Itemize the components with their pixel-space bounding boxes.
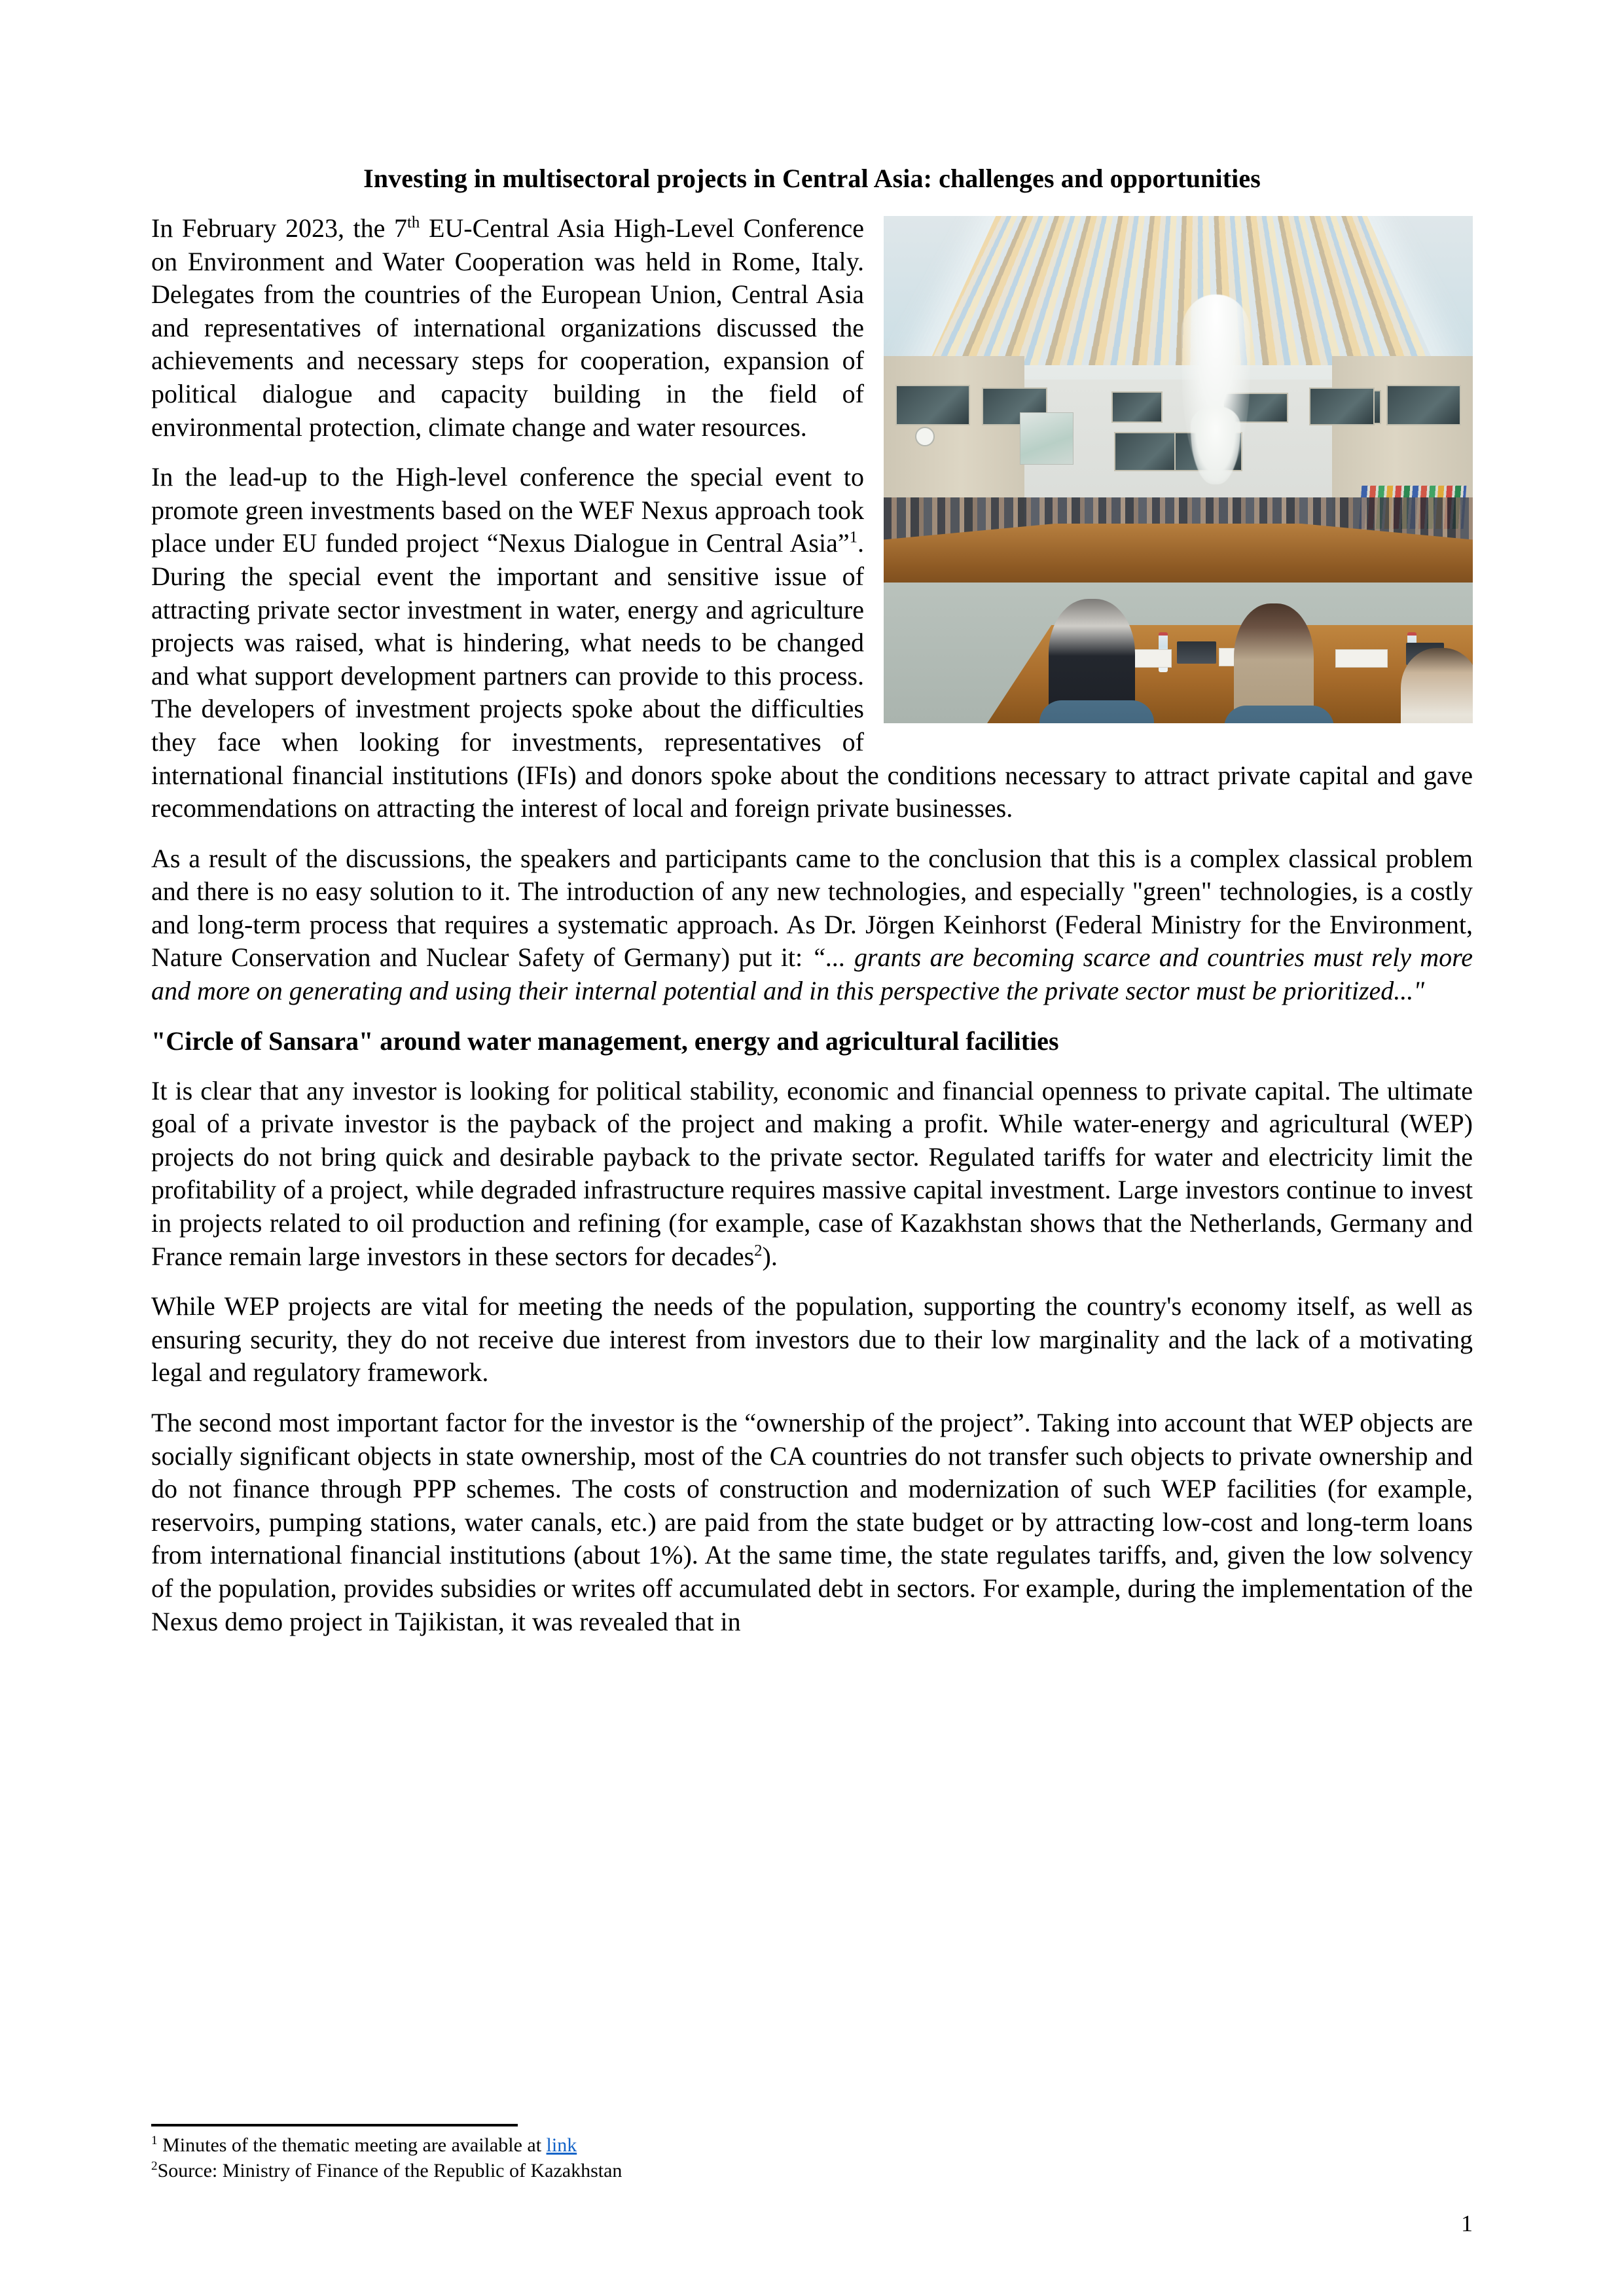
photo-name-placard xyxy=(1335,649,1388,668)
photo-window xyxy=(1386,385,1461,425)
paragraph-leadup-text-b: . During the special event the important and sensitive issue of attracting private sector investment in water, energy and agriculture projects was raised, what is hindering, what needs to be changed and what support development partners can provide to this process. The developers of investment projects spoke about the difficulties they face when looking for investments, representatives of international financial institutions (IFIs) and donors spoke about the conditions necessary to attract private capital and gave recommendations on attracting the interest of local and foreign private businesses. xyxy=(151,528,1473,823)
footnote-1-link[interactable]: link xyxy=(546,2134,577,2157)
photo-chair xyxy=(1224,706,1334,723)
page-title: Investing in multisectoral projects in Central Asia: challenges and opportunities xyxy=(363,164,1261,193)
footnote-marker-1[interactable]: 1 xyxy=(849,529,857,547)
photo-window xyxy=(1114,432,1182,471)
paragraph-intro-text-b: EU-Central Asia High-Level Conference on Environment and Water Cooperation was held in Rome, Italy. Delegates from the countries of the European Union, Central Asia and representatives of international organizations discussed the achievements and necessary steps for cooperation, expansion of political dialogue and capacity building in the field of environmental protection, climate change and water resources. xyxy=(151,213,864,442)
footnote-1 xyxy=(151,2133,1473,2158)
photo-window xyxy=(1111,391,1163,423)
photo-chair xyxy=(1039,700,1154,723)
page-number: 1 xyxy=(1461,2210,1473,2236)
keinhorst-quote: “... grants are becoming scarce and countries must rely more and more on generating and using their internal potential and in this perspective the private sector must be prioritized..." xyxy=(151,942,1473,1006)
conference-hall-photo xyxy=(884,216,1473,723)
paragraph-discussions-text: As a result of the discussions, the speakers and participants came to the conclusion that this is a complex classical problem and there is no easy solution to it. The introduction of any new technologies, and especially "green" technologies, is a costly and long-term process that requires a systematic approach. As Dr. Jörgen Keinhorst (Federal Ministry for the Environment, Nature Conservation and Nuclear Safety of Germany) put it: xyxy=(151,843,1473,973)
photo-window xyxy=(895,385,970,425)
footnote-1-marker: 1 xyxy=(151,2134,158,2148)
paragraph-investor-goals-text-a: It is clear that any investor is looking for political stability, economic and financial openness to private capital. The ultimate goal of a private investor is the payback of the project and making a profit. While water-energy and agricultural (WEP) projects do not bring quick and desirable payback to the private sector. Regulated tariffs for water and electricity limit the profitability of a project, while degraded infrastructure requires massive capital investment. Large investors continue to invest in projects related to oil production and refining (for example, case of Kazakhstan shows that the Netherlands, Germany and France remain large investors in these sectors for decades xyxy=(151,1075,1473,1271)
paragraph-intro-text-a: In February 2023, the 7 xyxy=(151,213,408,243)
paragraph-discussions xyxy=(151,842,1473,1008)
paragraph-investor-goals-text-b: ). xyxy=(762,1241,778,1271)
footnote-separator-rule xyxy=(151,2124,518,2126)
footnote-2-marker: 2 xyxy=(151,2159,158,2173)
photo-wall-clock xyxy=(915,427,935,446)
footnote-1-text: Minutes of the thematic meeting are available at xyxy=(157,2134,547,2157)
photo-foreground-person xyxy=(1401,648,1473,723)
ordinal-suffix: th xyxy=(407,213,420,232)
paragraph-investor-goals xyxy=(151,1075,1473,1274)
footnote-2-text: Source: Ministry of Finance of the Republic of Kazakhstan xyxy=(157,2159,623,2181)
paragraph-ownership: The second most important factor for the investor is the “ownership of the project”. Taking into account that WEP objects are socially significant objects in state ownership, most of the CA countries do not transfer such objects to private ownership and do not finance through PPP schemes. The costs of construction and modernization of such WEP facilities (for example, reservoirs, pumping stations, water canals, etc.) are paid from the state budget or by attracting low-cost and long-term loans from international financial institutions (about 1%). At the same time, the state regulates tariffs, and, given the low solvency of the population, provides subsidies or writes off accumulated debt in sectors. For example, during the implementation of the Nexus demo project in Tajikistan, it was revealed that in xyxy=(151,1408,1473,1636)
paragraph-wep-vitality: While WEP projects are vital for meeting the needs of the population, supporting the country's economy itself, as well as ensuring security, they do not receive due interest from investors due to their low marginality and the lack of a motivating legal and regulatory framework. xyxy=(151,1291,1473,1388)
photo-laptop xyxy=(1177,641,1216,664)
photo-projection-screen xyxy=(1020,412,1074,465)
footnote-2 xyxy=(151,2159,1473,2183)
section-heading-circle-of-sansara: "Circle of Sansara" around water management, energy and agricultural facilities xyxy=(151,1026,1059,1056)
paragraph-leadup-text-a: In the lead-up to the High-level conference the special event to promote green investments based on the WEF Nexus approach took place under EU funded project “Nexus Dialogue in Central Asia” xyxy=(151,462,864,558)
footnote-marker-2[interactable]: 2 xyxy=(754,1242,763,1260)
footnotes-block xyxy=(151,2124,1473,2183)
photo-window xyxy=(1309,387,1375,425)
